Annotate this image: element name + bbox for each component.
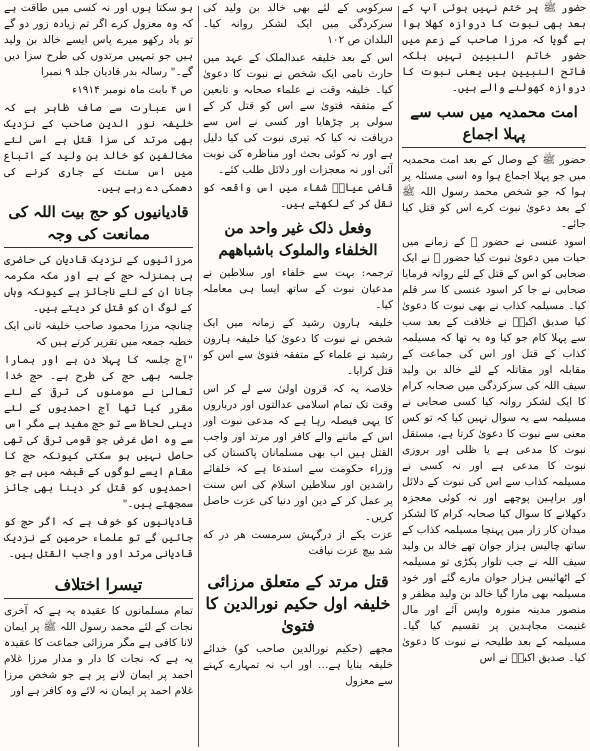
column-right [402,0,586,751]
paragraph: اسود عنسی نے حضور ﷺ کے زمانے میں حیات میں دعویٰ نبوت کیا حضور ﷺ نے ایک صحابی کو اس کے قتل کے لئے روانہ فرمایا صحابی نے جا کر اسود عنسی کا سر قلم کیا۔ مسیلمہ کذاب نے بھی نبوت کا دعویٰ کیا صدیق اکبرؓ نے خلافت کے بعد سب سے پہلا کام جو کیا وہ یہ تھا کہ مسیلمہ کذاب کے قتل اور اس کی جماعت کے مقابلہ اور مقاتلہ کے لئے خالد بن ولید سیف اللہ کی سرکردگی میں صحابہ کرام کا ایک لشکر روانہ کیا کسی صحابی نے مسیلمہ سے یہ سوال نہیں کیا کہ تو کس معنی سے نبوت کا دعویٰ کرتا ہے، مستقل نبوت کا مدعی ہے یا ظلی اور بروزی نبوت کا مدعی ہے اور نہ کسی نے مسیلمہ کذاب سے اس کی نبوت کے دلائل اور براہین پوچھے اور نہ کوئی معجزہ دکھلانے کا سوال کیا صحابہ کرام کا لشکر میدان کار زار میں پہنچا مسیلمہ کذاب کے ساتھ چالیس ہزار جوان تھے خالد بن ولید سیف اللہ نے جب تلوار پکڑی تو مسیلمہ کے اٹھائیس ہزار جوان مارے گئے اور خود مسیلمہ بھی مارا گیا خالد بن ولید مظفر و منصور مدینہ منورہ واپس آئے اور مال غنیمت مجاہدین پر تقسیم کیا گیا۔ مسیلمہ کے بعد طلیحہ نے نبوت کا دعویٰ کیا۔ صدیق اکبرؓ نے اس [402,236,586,664]
paragraph: قادیانیوں کو خوف ہے کہ اگر حج کو جائیں گے تو علماء حرمین کے نزدیک قادیانی مرتد اور واجب القتل ہیں۔ [4,516,193,560]
paragraph: قاضی عیاضؒ شفاء میں اس واقعہ کو نقل کر کے لکھتے ہیں۔ [203,182,393,210]
paragraph: "آج جلسہ کا پہلا دن ہے اور ہمارا جلسہ بھی حج کی طرح ہے۔ حج خدا تعالیٰ نے مومنوں کی ترقی کے لئے مقرر کیا تھا آج احمدیوں کے لئے دینی لحاظ سے تو حج مفید ہے مگر اس سے وہ اصل غرض جو قومی ترقی کی تھی حاصل نہیں ہو سکتی کیونکہ حج کا مقام ایسے لوگوں کے قبضہ میں ہے جو احمدیوں کو قتل کر دینا بھی جائز سمجھتے ہیں۔" [4,354,193,510]
column-divider [398,6,399,747]
column-divider [198,6,199,747]
section-heading: تیسرا اختلاف [4,574,193,599]
persian-verse: عزت یکے از درگہش سرمست هر در که شد بیچ عزت نیافت [203,529,393,557]
paragraph: ہو سکتا ہوں اور نہ کسی میں طاقت ہے کہ وہ معزول کرے اگر تم زیادہ زور دو گے تو یاد رکھو میرے پاس ایسے خالد بن ولید ہیں جو تمہیں مرتدوں کی طرح سزا دیں گے۔" رسالہ بدر قادیان جلد ۹ نمبرا [4,2,193,78]
arabic-quote-heading: وفعل ذلک غیر واحد من الخلفاء والملوک باشباههم [218,219,378,259]
paragraph: اس عبارت سے صاف ظاہر ہے کہ خلیفہ نور الدین صاحب کے نزدیک بھی مرتد کی سزا قتل ہے اسی لئے مخالفین کو خالد بن ولید کے اتباع میں اس سنت کے جاری کرنے کی دھمکی دے رہے ہیں۔ [4,102,193,194]
section-heading: قتل مرتد کے متعلق مرزائی خلیفہ اول حکیم نورالدین کا فتویٰ [205,572,391,635]
section-heading: امت محمدیہ میں سب سے پہلا اجماع [402,101,586,148]
paragraph: ص ۴ بابت ماہ نومبر ۱۹۱۴ء [72,84,193,96]
column-left [4,0,193,751]
paragraph: خلیفہ ہارون رشید کے زمانہ میں ایک شخص نے نبوت کا دعویٰ کیا خلیفہ ہارون رشید نے علماء کے متفقہ فتویٰ سے اس کو قتل کرایا۔ [203,317,393,377]
paragraph: خلاصہ یہ کہ قرون اولیٰ سے لے کر اس وقت تک تمام اسلامی عدالتوں اور درباروں کا یہی فیصلہ رہا ہے کہ مدعی نبوت اور اس کے ماننے والے کافر اور مرتد اور واجب القتل ہیں اب بھی مسلمانان پاکستان کی وزراء حکومت سے استدعا ہے کہ خلفائے راشدین اور سلاطین اسلام کی اس سنت پر عمل کر کے دین اور دنیا کی عزت حاصل کریں۔ [203,383,393,523]
paragraph: سرکوبی کے لئے بھی خالد بن ولید کی سرکردگی میں ایک لشکر روانہ کیا۔ البلدان ص ۱۰۲ [203,2,393,46]
paragraph: تمام مسلمانوں کا عقیدہ یہ ہے کہ آخری نجات کے لئے محمد رسول اللہ ﷺ پر ایمان لانا کافی ہے مگر مرزائی جماعت کا عقیدہ یہ ہے کہ نجات کا دار و مدار مرزا غلام احمد پر ایمان لانے پر ہے جو شخص مرزا غلام احمد پر ایمان نہ لائے وہ کافر ہے اور [4,605,193,697]
paragraph: چنانچہ مرزا محمود صاحب خلیفہ ثانی ایک خطبہ جمعہ میں تقریر کرتے ہیں کہ [4,320,193,348]
paragraph: مجھے (حکیم نورالدین صاحب کو) خدائے خلیفہ بنایا ہے… اور اب نہ تمہارے کہنے سے معزول [203,643,393,687]
section-heading: قادیانیوں کو حج بیت اللہ کی ممانعت کی وجہ [4,201,193,248]
paragraph: حضور ﷺ پر ختم نہیں ہوئی آپ کے بعد بھی نبوت کا دروازہ کھلا ہوا ہے گویا کہ مرزا صاحب کے زعم میں حضور خاتم النبیین نہیں بلکہ فاتح النبیین ہیں یعنی نبوت کا دروازہ کھولنے والے ہیں۔ [402,2,586,94]
paragraph: اس کے بعد خلیفہ عبدالملک کے عہد میں حارث نامی ایک شخص نے نبوت کا دعویٰ کیا۔ خلیفہ وقت نے علماء صحابہ و تابعین کے متفقہ فتویٰ سے اس کو قتل کر کے سولی پر چڑھایا اور کسی نے اس سے دریافت نہ کیا کہ تیری نبوت کی کیا دلیل ہے اور نہ کوئی بحث اور مناظرہ کی نوبت آئی اور نہ معجزات اور دلائل طلب کئے۔ [203,52,393,176]
paragraph: مرزائیوں کے نزدیک قادیان کی حاضری ہی بمنزلہ حج کے ہے اور مکہ مکرمہ جانا ان کے لئے ناجائز ہے کیونکہ وہاں کے لوگ ان کو قتل کر دیتے ہیں۔ [4,254,193,314]
paragraph: حضور ﷺ کے وصال کے بعد امت محمدیہ میں جو پہلا اجماع ہوا وہ اسی مسئلہ پر ہوا کہ جو شخص محمد رسول اللہ ﷺ کے بعد دعویٰ نبوت کرے اس کو قتل کیا جائے۔ [402,154,586,230]
column-middle [203,0,393,751]
paragraph: ترجمہ: بہت سے خلفاء اور سلاطین نے مدعیان نبوت کے ساتھ ایسا ہی معاملہ کیا۔ [203,267,393,311]
